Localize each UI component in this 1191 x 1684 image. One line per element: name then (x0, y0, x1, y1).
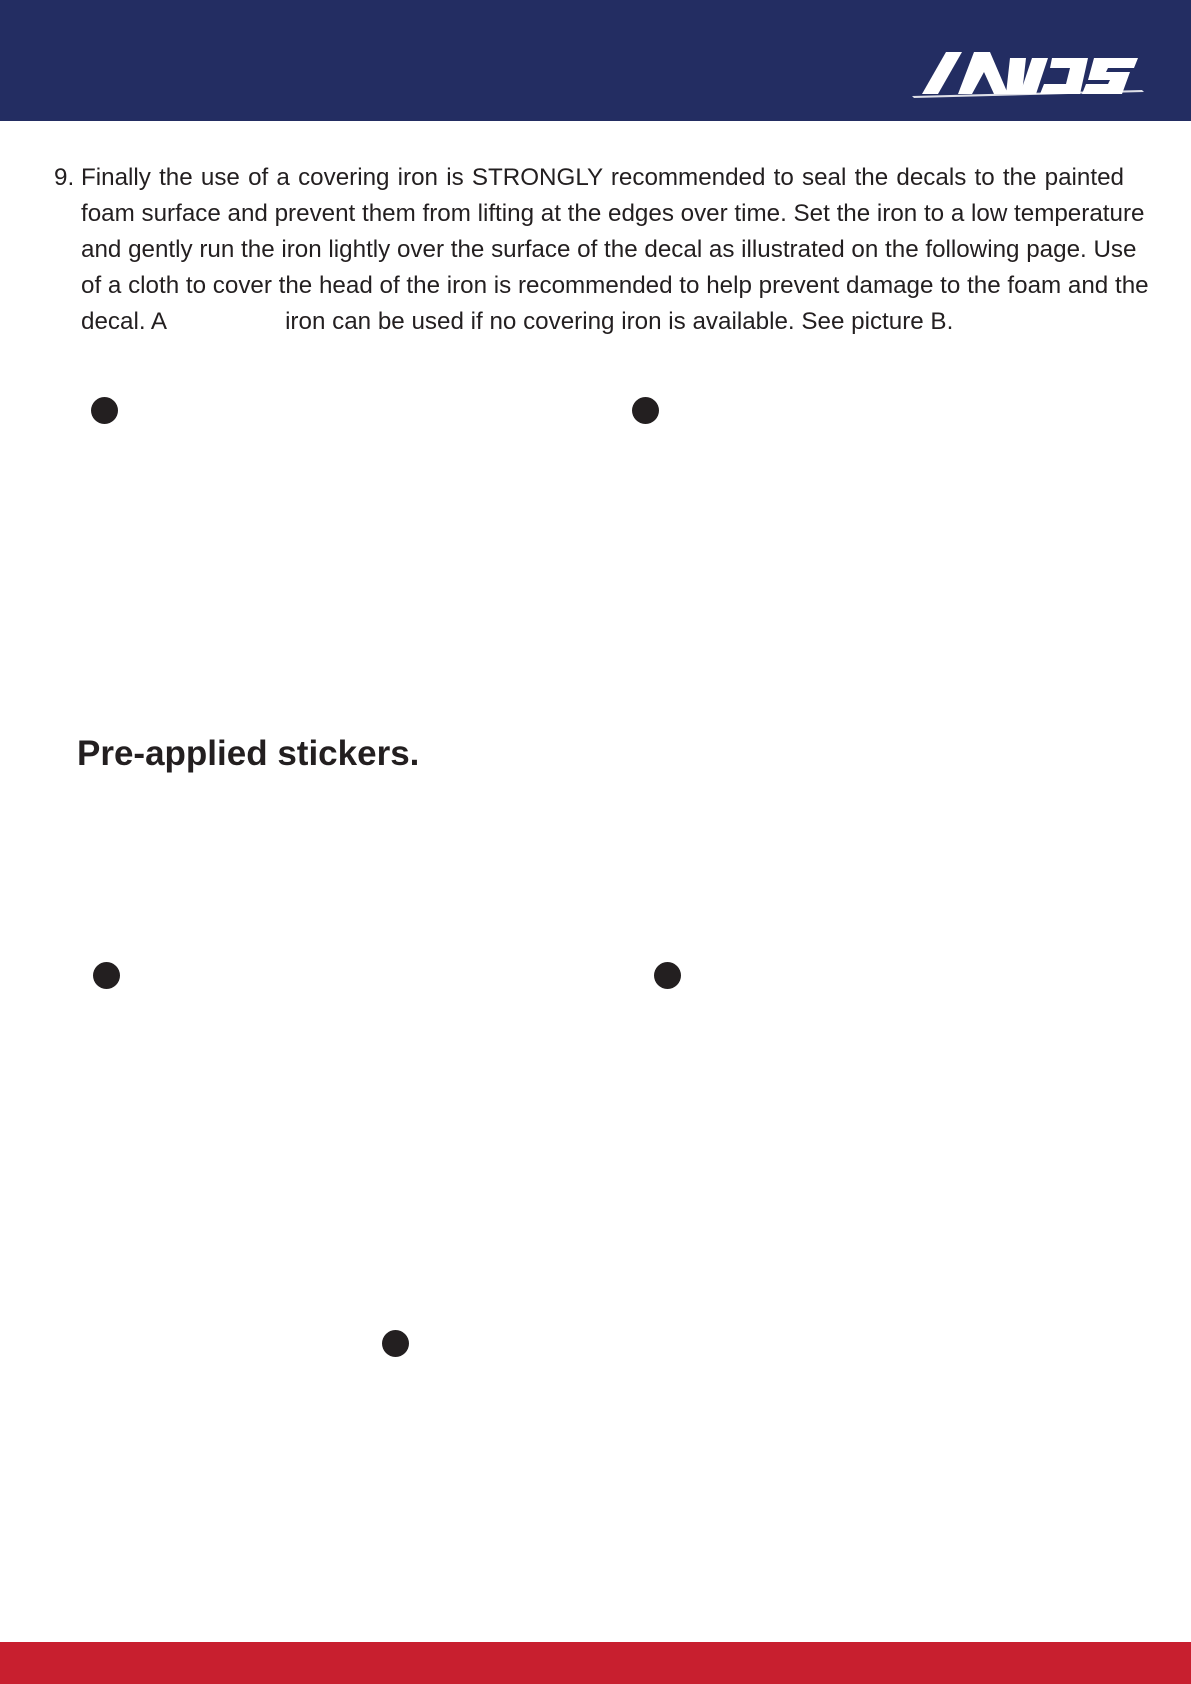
step-line: and gently run the iron lightly over the surface of the decal as illustrated on the following page. Use (81, 236, 1137, 263)
bullet-marker-a (91, 397, 118, 424)
step-line-last-end: iron can be used if no covering iron is available. See picture B. (285, 308, 954, 335)
section-heading: Pre-applied stickers. (77, 734, 420, 773)
header-band (0, 0, 1191, 121)
bullet-marker-b (632, 397, 659, 424)
step-line-last (81, 304, 1124, 340)
bullet-marker-e (382, 1330, 409, 1357)
step-line-last-start: decal. A (81, 308, 168, 335)
step-line: Finally the use of a covering iron is STRONGLY recommended to seal the decals to the painted (81, 164, 1124, 191)
step-paragraph (81, 160, 1149, 340)
step-number: 9. (54, 164, 75, 191)
step-line: foam surface and prevent them from lifting at the edges over time. Set the iron to a low temperature (81, 200, 1145, 227)
step-line: of a cloth to cover the head of the iron is recommended to help prevent damage to the foam and the (81, 272, 1149, 299)
bullet-marker-d (654, 962, 681, 989)
footer-band (0, 1642, 1191, 1684)
brand-logo (912, 50, 1162, 100)
bullet-marker-c (93, 962, 120, 989)
